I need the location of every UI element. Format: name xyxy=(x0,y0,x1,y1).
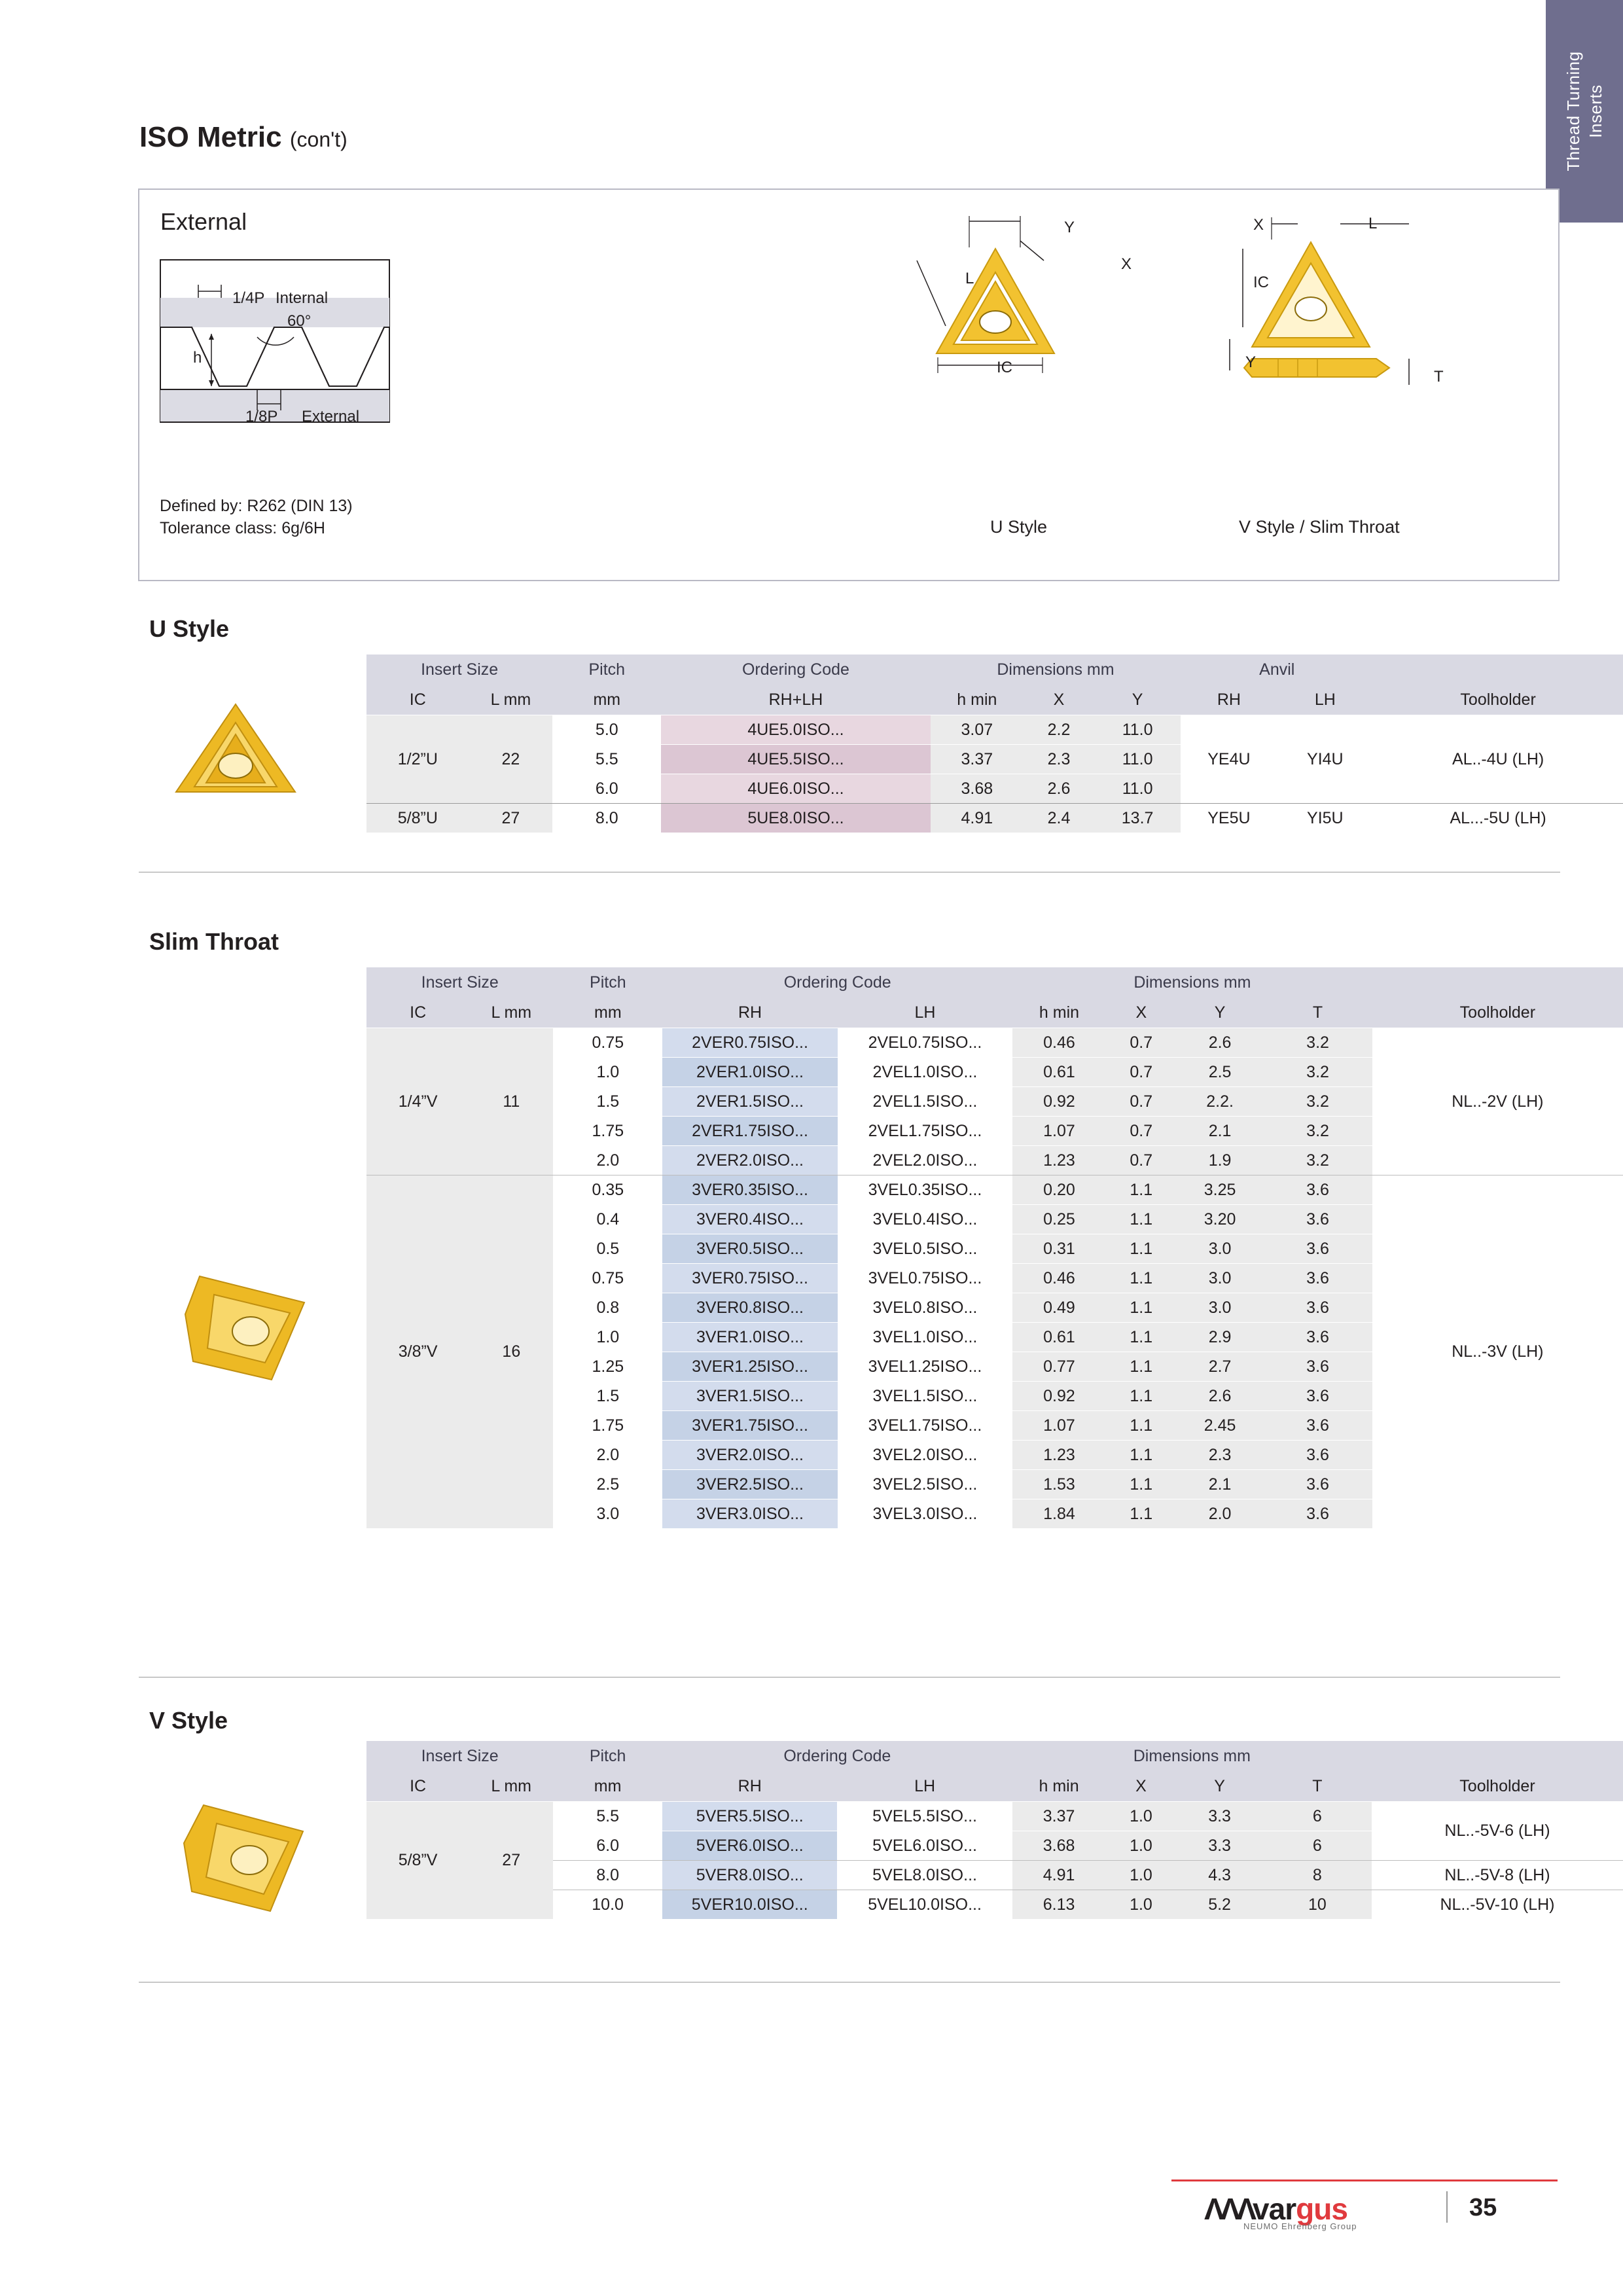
slim-cell-t: 3.6 xyxy=(1263,1323,1372,1352)
table-row xyxy=(366,1802,1623,1831)
slim-cell-pitch: 2.0 xyxy=(553,1441,662,1470)
slim-col-toolholder: Toolholder xyxy=(1372,997,1623,1028)
u-cell-ic: 5/8”U xyxy=(366,804,469,833)
u-cell-x: 2.4 xyxy=(1024,804,1094,833)
slim-cell-y: 2.1 xyxy=(1177,1470,1264,1499)
slim-cell-rh: 3VER2.0ISO... xyxy=(662,1441,837,1470)
v-cell-lh: 5VEL5.5ISO... xyxy=(837,1802,1012,1831)
label-h: h xyxy=(193,349,202,367)
slim-cell-lh: 2VEL1.5ISO... xyxy=(838,1087,1012,1117)
v-col-y: Y xyxy=(1176,1771,1262,1802)
slim-cell-t: 3.2 xyxy=(1263,1146,1372,1175)
v-col-rh: RH xyxy=(662,1771,837,1802)
v-group-blank xyxy=(1372,1741,1623,1771)
u-cell-pitch: 5.5 xyxy=(552,745,661,774)
u-group-blank xyxy=(1373,655,1623,685)
slim-cell-toolholder: NL..-3V (LH) xyxy=(1372,1175,1623,1529)
u-col-rhlh: RH+LH xyxy=(661,685,930,715)
slim-cell-x: 0.7 xyxy=(1106,1058,1177,1087)
slim-cell-lh: 3VEL3.0ISO... xyxy=(838,1499,1012,1529)
slim-cell-rh: 3VER0.35ISO... xyxy=(662,1175,837,1205)
u-cell-lh: YI5U xyxy=(1277,804,1373,833)
slim-col-ic: IC xyxy=(366,997,469,1028)
slim-cell-rh: 3VER3.0ISO... xyxy=(662,1499,837,1529)
slim-cell-rh: 3VER0.4ISO... xyxy=(662,1205,837,1234)
u-dim-ic-label: IC xyxy=(997,359,1012,376)
table-row xyxy=(366,1028,1623,1058)
slim-cell-y: 2.2. xyxy=(1177,1087,1264,1117)
slim-cell-x: 0.7 xyxy=(1106,1087,1177,1117)
slim-cell-x: 0.7 xyxy=(1106,1117,1177,1146)
u-dim-l-label: L xyxy=(965,270,974,287)
slim-cell-y: 2.7 xyxy=(1177,1352,1264,1382)
u-group-insert-size: Insert Size xyxy=(366,655,552,685)
slim-cell-t: 3.6 xyxy=(1263,1352,1372,1382)
section-heading-u-style: U Style xyxy=(149,615,230,642)
slim-cell-t: 3.6 xyxy=(1263,1499,1372,1529)
v-col-lh: LH xyxy=(837,1771,1012,1802)
v-style-insert-photo xyxy=(173,1793,324,1924)
u-group-ordering-code: Ordering Code xyxy=(661,655,930,685)
slim-cell-rh: 3VER0.8ISO... xyxy=(662,1293,837,1323)
v-cell-pitch: 10.0 xyxy=(553,1890,662,1920)
u-cell-y: 11.0 xyxy=(1094,715,1181,745)
slim-cell-x: 1.1 xyxy=(1106,1323,1177,1352)
slim-cell-pitch: 0.35 xyxy=(553,1175,662,1205)
section-heading-v-style: V Style xyxy=(149,1707,228,1734)
u-group-anvil: Anvil xyxy=(1181,655,1373,685)
u-cell-l: 27 xyxy=(469,804,553,833)
slim-cell-lh: 3VEL0.35ISO... xyxy=(838,1175,1012,1205)
slim-cell-pitch: 0.5 xyxy=(553,1234,662,1264)
v-cell-y: 5.2 xyxy=(1176,1890,1262,1920)
slim-cell-lh: 2VEL1.0ISO... xyxy=(838,1058,1012,1087)
v-col-hmin: h min xyxy=(1012,1771,1106,1802)
v-cell-x: 1.0 xyxy=(1105,1831,1176,1861)
slim-group-header-row xyxy=(366,967,1623,997)
v-cell-y: 4.3 xyxy=(1176,1861,1262,1890)
logo-mark: ΛΛΛ xyxy=(1204,2192,1253,2226)
v-cell-h: 6.13 xyxy=(1012,1890,1106,1920)
section-heading-slim-throat: Slim Throat xyxy=(149,928,279,955)
slim-cell-x: 1.1 xyxy=(1106,1205,1177,1234)
slim-group-pitch: Pitch xyxy=(553,967,662,997)
v-cell-t: 10 xyxy=(1263,1890,1372,1920)
page-title-text: ISO Metric xyxy=(139,121,282,153)
v-cell-lh: 5VEL10.0ISO... xyxy=(837,1890,1012,1920)
table-row xyxy=(366,1175,1623,1205)
slim-cell-h: 1.53 xyxy=(1012,1470,1106,1499)
slim-cell-t: 3.6 xyxy=(1263,1470,1372,1499)
v-style-insert-drawing xyxy=(1200,209,1461,425)
v-cell-h: 3.68 xyxy=(1012,1831,1106,1861)
slim-cell-y: 3.25 xyxy=(1177,1175,1264,1205)
v-dim-x-label: X xyxy=(1253,216,1264,234)
slim-cell-x: 1.1 xyxy=(1106,1293,1177,1323)
label-angle: 60° xyxy=(287,312,312,330)
v-col-mm: mm xyxy=(553,1771,662,1802)
slim-cell-y: 2.6 xyxy=(1177,1028,1264,1058)
u-cell-x: 2.2 xyxy=(1024,715,1094,745)
slim-cell-t: 3.2 xyxy=(1263,1058,1372,1087)
slim-throat-insert-photo xyxy=(173,1263,324,1394)
u-col-ic: IC xyxy=(366,685,469,715)
label-eighth-p: 1/8P xyxy=(245,408,278,425)
slim-cell-x: 0.7 xyxy=(1106,1028,1177,1058)
v-cell-rh: 5VER10.0ISO... xyxy=(662,1890,837,1920)
slim-cell-pitch: 0.75 xyxy=(553,1028,662,1058)
u-cell-x: 2.6 xyxy=(1024,774,1094,804)
slim-cell-t: 3.2 xyxy=(1263,1087,1372,1117)
v-cell-pitch: 5.5 xyxy=(553,1802,662,1831)
v-cell-x: 1.0 xyxy=(1105,1861,1176,1890)
slim-cell-y: 2.45 xyxy=(1177,1411,1264,1441)
slim-cell-h: 0.49 xyxy=(1012,1293,1106,1323)
v-group-header-row xyxy=(366,1741,1623,1771)
v-style-table xyxy=(366,1741,1623,1919)
logo-text-var: var xyxy=(1253,2192,1296,2226)
u-cell-rh: YE4U xyxy=(1181,715,1277,804)
u-cell-y: 11.0 xyxy=(1094,745,1181,774)
slim-cell-h: 1.23 xyxy=(1012,1146,1106,1175)
slim-cell-l: 11 xyxy=(469,1028,553,1175)
page-number-divider xyxy=(1446,2191,1448,2223)
thread-profile-drawing xyxy=(159,259,414,442)
u-cell-lh: YI4U xyxy=(1277,715,1373,804)
v-cell-t: 8 xyxy=(1263,1861,1372,1890)
v-group-dimensions: Dimensions mm xyxy=(1012,1741,1372,1771)
slim-cell-pitch: 2.0 xyxy=(553,1146,662,1175)
v-cell-lh: 5VEL6.0ISO... xyxy=(837,1831,1012,1861)
u-style-caption: U Style xyxy=(990,517,1048,537)
slim-cell-pitch: 1.0 xyxy=(553,1323,662,1352)
slim-cell-rh: 3VER0.75ISO... xyxy=(662,1264,837,1293)
slim-cell-pitch: 1.5 xyxy=(553,1087,662,1117)
slim-cell-l: 16 xyxy=(469,1175,553,1529)
slim-col-rh: RH xyxy=(662,997,837,1028)
slim-cell-t: 3.2 xyxy=(1263,1028,1372,1058)
slim-group-ordering-code: Ordering Code xyxy=(662,967,1012,997)
slim-cell-pitch: 1.5 xyxy=(553,1382,662,1411)
slim-col-l: L mm xyxy=(469,997,553,1028)
v-dim-t-label: T xyxy=(1434,368,1444,386)
logo-subtitle: NEUMO Ehrenberg Group xyxy=(1243,2221,1357,2231)
defined-by-line1: Defined by: R262 (DIN 13) xyxy=(160,497,353,515)
u-style-group-header-row xyxy=(366,655,1623,685)
slim-cell-x: 1.1 xyxy=(1106,1352,1177,1382)
slim-cell-t: 3.2 xyxy=(1263,1117,1372,1146)
slim-col-y: Y xyxy=(1177,997,1264,1028)
v-group-ordering-code: Ordering Code xyxy=(662,1741,1012,1771)
slim-cell-rh: 3VER1.0ISO... xyxy=(662,1323,837,1352)
slim-cell-t: 3.6 xyxy=(1263,1264,1372,1293)
v-cell-h: 4.91 xyxy=(1012,1861,1106,1890)
slim-cell-y: 3.0 xyxy=(1177,1264,1264,1293)
u-cell-pitch: 8.0 xyxy=(552,804,661,833)
slim-cell-h: 1.07 xyxy=(1012,1117,1106,1146)
v-cell-rh: 5VER8.0ISO... xyxy=(662,1861,837,1890)
slim-cell-lh: 3VEL0.5ISO... xyxy=(838,1234,1012,1264)
slim-cell-h: 0.61 xyxy=(1012,1323,1106,1352)
v-cell-toolholder: NL..-5V-6 (LH) xyxy=(1372,1802,1623,1861)
u-col-hmin: h min xyxy=(931,685,1024,715)
slim-cell-y: 2.5 xyxy=(1177,1058,1264,1087)
slim-cell-ic: 1/4”V xyxy=(366,1028,469,1175)
v-col-ic: IC xyxy=(366,1771,469,1802)
slim-cell-lh: 3VEL1.0ISO... xyxy=(838,1323,1012,1352)
slim-cell-pitch: 0.8 xyxy=(553,1293,662,1323)
table-row xyxy=(366,715,1623,745)
page-number: 35 xyxy=(1469,2194,1497,2221)
page-title-suffix: (con't) xyxy=(289,128,348,151)
slim-cell-h: 0.20 xyxy=(1012,1175,1106,1205)
table-row xyxy=(366,1890,1623,1920)
u-cell-rh: YE5U xyxy=(1181,804,1277,833)
slim-cell-h: 1.07 xyxy=(1012,1411,1106,1441)
u-cell-l: 22 xyxy=(469,715,553,804)
v-group-pitch: Pitch xyxy=(553,1741,662,1771)
slim-cell-h: 0.61 xyxy=(1012,1058,1106,1087)
slim-cell-x: 1.1 xyxy=(1106,1499,1177,1529)
u-col-toolholder: Toolholder xyxy=(1373,685,1623,715)
u-col-lh: LH xyxy=(1277,685,1373,715)
v-column-header-row xyxy=(366,1771,1623,1802)
v-cell-x: 1.0 xyxy=(1105,1802,1176,1831)
u-cell-y: 11.0 xyxy=(1094,774,1181,804)
u-cell-h: 3.07 xyxy=(931,715,1024,745)
u-group-dimensions: Dimensions mm xyxy=(931,655,1181,685)
u-cell-pitch: 6.0 xyxy=(552,774,661,804)
v-cell-pitch: 6.0 xyxy=(553,1831,662,1861)
slim-cell-lh: 2VEL1.75ISO... xyxy=(838,1117,1012,1146)
slim-col-hmin: h min xyxy=(1012,997,1106,1028)
diagram-box-title: External xyxy=(160,208,247,235)
v-cell-x: 1.0 xyxy=(1105,1890,1176,1920)
v-cell-rh: 5VER5.5ISO... xyxy=(662,1802,837,1831)
side-tab-label xyxy=(1562,51,1607,171)
slim-cell-x: 1.1 xyxy=(1106,1411,1177,1441)
slim-cell-rh: 2VER1.5ISO... xyxy=(662,1087,837,1117)
slim-cell-pitch: 0.4 xyxy=(553,1205,662,1234)
slim-cell-lh: 3VEL1.25ISO... xyxy=(838,1352,1012,1382)
defined-by-note xyxy=(160,495,353,539)
slim-cell-y: 2.3 xyxy=(1177,1441,1264,1470)
slim-col-x: X xyxy=(1106,997,1177,1028)
u-style-insert-photo xyxy=(167,694,304,812)
v-cell-pitch: 8.0 xyxy=(553,1861,662,1890)
v-group-insert-size: Insert Size xyxy=(366,1741,553,1771)
slim-cell-h: 0.46 xyxy=(1012,1028,1106,1058)
slim-cell-t: 3.6 xyxy=(1263,1205,1372,1234)
slim-cell-rh: 2VER0.75ISO... xyxy=(662,1028,837,1058)
v-cell-t: 6 xyxy=(1263,1802,1372,1831)
slim-group-dimensions: Dimensions mm xyxy=(1012,967,1372,997)
slim-cell-t: 3.6 xyxy=(1263,1382,1372,1411)
slim-cell-h: 0.92 xyxy=(1012,1382,1106,1411)
u-col-rh: RH xyxy=(1181,685,1277,715)
u-style-column-header-row xyxy=(366,685,1623,715)
slim-cell-lh: 3VEL1.5ISO... xyxy=(838,1382,1012,1411)
u-cell-h: 3.68 xyxy=(931,774,1024,804)
defined-by-line2: Tolerance class: 6g/6H xyxy=(160,519,325,537)
u-style-table xyxy=(366,655,1623,833)
u-cell-code: 4UE5.0ISO... xyxy=(661,715,930,745)
v-cell-toolholder: NL..-5V-8 (LH) xyxy=(1372,1861,1623,1890)
slim-cell-y: 2.9 xyxy=(1177,1323,1264,1352)
u-col-y: Y xyxy=(1094,685,1181,715)
slim-cell-h: 1.84 xyxy=(1012,1499,1106,1529)
slim-cell-x: 1.1 xyxy=(1106,1470,1177,1499)
slim-cell-t: 3.6 xyxy=(1263,1441,1372,1470)
u-col-mm: mm xyxy=(552,685,661,715)
slim-cell-rh: 2VER2.0ISO... xyxy=(662,1146,837,1175)
side-tab-line2: Inserts xyxy=(1586,84,1605,138)
slim-cell-x: 1.1 xyxy=(1106,1264,1177,1293)
slim-cell-x: 0.7 xyxy=(1106,1146,1177,1175)
u-col-x: X xyxy=(1024,685,1094,715)
slim-cell-lh: 3VEL0.75ISO... xyxy=(838,1264,1012,1293)
u-cell-code: 4UE5.5ISO... xyxy=(661,745,930,774)
slim-cell-toolholder: NL..-2V (LH) xyxy=(1372,1028,1623,1175)
slim-cell-x: 1.1 xyxy=(1106,1382,1177,1411)
v-col-l: L mm xyxy=(469,1771,553,1802)
v-cell-t: 6 xyxy=(1263,1831,1372,1861)
u-col-l: L mm xyxy=(469,685,553,715)
u-cell-code: 4UE6.0ISO... xyxy=(661,774,930,804)
slim-throat-table xyxy=(366,967,1623,1528)
slim-cell-x: 1.1 xyxy=(1106,1234,1177,1264)
slim-cell-t: 3.6 xyxy=(1263,1234,1372,1264)
label-quarter-p: 1/4P xyxy=(232,289,265,307)
slim-cell-pitch: 1.25 xyxy=(553,1352,662,1382)
slim-cell-rh: 3VER1.25ISO... xyxy=(662,1352,837,1382)
slim-group-insert-size: Insert Size xyxy=(366,967,553,997)
slim-cell-t: 3.6 xyxy=(1263,1293,1372,1323)
slim-cell-rh: 3VER2.5ISO... xyxy=(662,1470,837,1499)
u-group-pitch: Pitch xyxy=(552,655,661,685)
slim-cell-h: 0.92 xyxy=(1012,1087,1106,1117)
u-dim-y-label: Y xyxy=(1064,219,1075,236)
slim-cell-lh: 3VEL2.0ISO... xyxy=(838,1441,1012,1470)
u-cell-toolholder: AL..-4U (LH) xyxy=(1373,715,1623,804)
v-cell-h: 3.37 xyxy=(1012,1802,1106,1831)
slim-cell-lh: 2VEL0.75ISO... xyxy=(838,1028,1012,1058)
v-dim-l-label: L xyxy=(1368,215,1378,232)
slim-cell-x: 1.1 xyxy=(1106,1175,1177,1205)
u-dim-x-label: X xyxy=(1121,255,1132,273)
label-internal: Internal xyxy=(276,289,329,307)
slim-cell-t: 3.6 xyxy=(1263,1175,1372,1205)
v-col-t: T xyxy=(1263,1771,1372,1802)
slim-col-lh: LH xyxy=(838,997,1012,1028)
slim-cell-lh: 3VEL2.5ISO... xyxy=(838,1470,1012,1499)
slim-cell-ic: 3/8”V xyxy=(366,1175,469,1529)
label-external: External xyxy=(302,408,360,425)
slim-cell-lh: 3VEL1.75ISO... xyxy=(838,1411,1012,1441)
slim-cell-h: 0.46 xyxy=(1012,1264,1106,1293)
logo-text-gus: gus xyxy=(1296,2192,1347,2226)
slim-cell-rh: 2VER1.0ISO... xyxy=(662,1058,837,1087)
v-cell-l: 27 xyxy=(469,1802,553,1920)
slim-cell-rh: 3VER0.5ISO... xyxy=(662,1234,837,1264)
v-col-toolholder: Toolholder xyxy=(1372,1771,1623,1802)
v-cell-y: 3.3 xyxy=(1176,1802,1262,1831)
v-dim-y-label: Y xyxy=(1245,353,1257,371)
slim-cell-pitch: 1.75 xyxy=(553,1411,662,1441)
v-dim-ic-label: IC xyxy=(1253,274,1269,291)
u-cell-pitch: 5.0 xyxy=(552,715,661,745)
u-cell-y: 13.7 xyxy=(1094,804,1181,833)
table-row xyxy=(366,1861,1623,1890)
slim-group-blank xyxy=(1372,967,1623,997)
slim-cell-rh: 3VER1.75ISO... xyxy=(662,1411,837,1441)
u-cell-h: 3.37 xyxy=(931,745,1024,774)
v-cell-ic: 5/8”V xyxy=(366,1802,469,1920)
u-cell-ic: 1/2”U xyxy=(366,715,469,804)
v-cell-lh: 5VEL8.0ISO... xyxy=(837,1861,1012,1890)
v-cell-y: 3.3 xyxy=(1176,1831,1262,1861)
slim-cell-lh: 3VEL0.8ISO... xyxy=(838,1293,1012,1323)
slim-cell-pitch: 2.5 xyxy=(553,1470,662,1499)
slim-col-mm: mm xyxy=(553,997,662,1028)
u-cell-toolholder: AL...-5U (LH) xyxy=(1373,804,1623,833)
slim-cell-y: 3.20 xyxy=(1177,1205,1264,1234)
v-cell-toolholder: NL..-5V-10 (LH) xyxy=(1372,1890,1623,1920)
u-cell-code: 5UE8.0ISO... xyxy=(661,804,930,833)
slim-cell-y: 1.9 xyxy=(1177,1146,1264,1175)
slim-cell-y: 3.0 xyxy=(1177,1293,1264,1323)
slim-cell-lh: 3VEL0.4ISO... xyxy=(838,1205,1012,1234)
slim-cell-pitch: 1.0 xyxy=(553,1058,662,1087)
slim-cell-y: 2.0 xyxy=(1177,1499,1264,1529)
slim-cell-pitch: 3.0 xyxy=(553,1499,662,1529)
side-tab-line1: Thread Turning xyxy=(1563,51,1583,171)
slim-column-header-row xyxy=(366,997,1623,1028)
slim-cell-h: 0.31 xyxy=(1012,1234,1106,1264)
slim-cell-t: 3.6 xyxy=(1263,1411,1372,1441)
v-cell-rh: 5VER6.0ISO... xyxy=(662,1831,837,1861)
v-style-slim-throat-caption: V Style / Slim Throat xyxy=(1239,517,1400,537)
slim-cell-h: 0.25 xyxy=(1012,1205,1106,1234)
slim-cell-h: 0.77 xyxy=(1012,1352,1106,1382)
u-cell-x: 2.3 xyxy=(1024,745,1094,774)
slim-cell-lh: 2VEL2.0ISO... xyxy=(838,1146,1012,1175)
slim-cell-pitch: 1.75 xyxy=(553,1117,662,1146)
slim-col-t: T xyxy=(1263,997,1372,1028)
slim-cell-y: 2.6 xyxy=(1177,1382,1264,1411)
slim-cell-y: 2.1 xyxy=(1177,1117,1264,1146)
v-col-x: X xyxy=(1105,1771,1176,1802)
slim-cell-rh: 2VER1.75ISO... xyxy=(662,1117,837,1146)
slim-cell-h: 1.23 xyxy=(1012,1441,1106,1470)
slim-cell-x: 1.1 xyxy=(1106,1441,1177,1470)
page-title xyxy=(139,121,348,154)
slim-cell-y: 3.0 xyxy=(1177,1234,1264,1264)
u-cell-h: 4.91 xyxy=(931,804,1024,833)
slim-cell-rh: 3VER1.5ISO... xyxy=(662,1382,837,1411)
footer-accent-rule xyxy=(1171,2179,1558,2181)
table-row xyxy=(366,804,1623,833)
slim-cell-pitch: 0.75 xyxy=(553,1264,662,1293)
